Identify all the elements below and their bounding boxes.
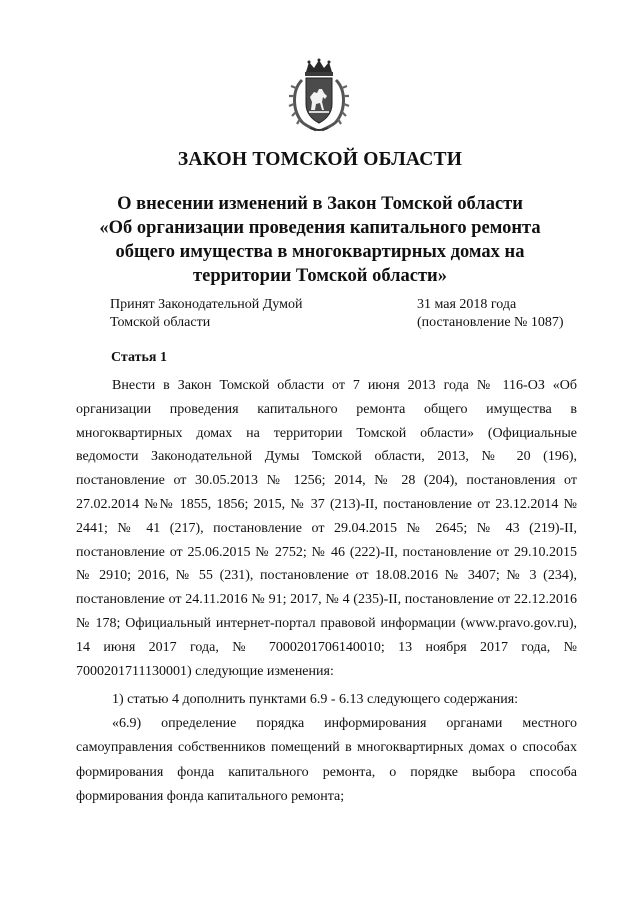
item-1-paragraph: 1) статью 4 дополнить пунктами 6.9 - 6.13 следующего содержания:: [112, 692, 519, 707]
coat-of-arms-icon: [288, 58, 350, 134]
document-title: [60, 192, 580, 288]
adopted-by-line: Принят Законодательной Думой: [110, 297, 303, 312]
title-line: территории Томской области»: [193, 266, 447, 286]
adopted-by: [110, 296, 302, 332]
adoption-date-block: [417, 296, 564, 332]
document-type: ЗАКОН ТОМСКОЙ ОБЛАСТИ: [177, 149, 463, 170]
title-line: общего имущества в многоквартирных домах на: [115, 242, 525, 262]
article-heading: Статья 1: [111, 350, 167, 365]
article-intro-paragraph: Внести в Закон Томской области от 7 июня 2013 года № 116-ОЗ «Об организации проведения капитального ремонта общего имущества в многоквартирных домах на территории Томской области» (Официальные ведомости Законодательной Думы Томской области, 2013, № 20 (196), постановление от 30.05.2013 № 1256; 2014, № 28 (204), постановления от 27.02.2014 №№ 1855, 1856; 2015, № 37 (213)-II, постановление от 23.12.2014 № 2441; № 41 (217), постановление от 29.04.2015 № 2645; № 43 (219)-II, постановление от 25.06.2015 № 2752; № 46 (222)-II, постановление от 29.10.2015 № 2910; 2016, № 55 (231), постановление от 18.08.2016 № 3407; № 3 (234), постановление от 24.11.2016 № 91; 2017, № 4 (235)-II, постановление от 22.12.2016 № 178; Официальный интернет-портал правовой информации (www.pravo.gov.ru), 14 июня 2017 года, № 7000201706140010; 13 ноября 2017 года, № 7000201711130001) следующие изменения:: [76, 378, 577, 679]
title-line: О внесении изменений в Закон Томской области: [117, 194, 523, 214]
adopted-by-line: Томской области: [110, 315, 211, 330]
adoption-date: 31 мая 2018 года: [417, 297, 517, 312]
resolution-number: (постановление № 1087): [417, 315, 564, 330]
title-line: «Об организации проведения капитального ремонта: [99, 218, 541, 238]
item-6-9-paragraph: «6.9) определение порядка информирования органами местного самоуправления собственников помещений в многоквартирных домах о способах формирования фонда капитального ремонта, о порядке выбора способа формирования фонда капитального ремонта;: [76, 716, 577, 805]
